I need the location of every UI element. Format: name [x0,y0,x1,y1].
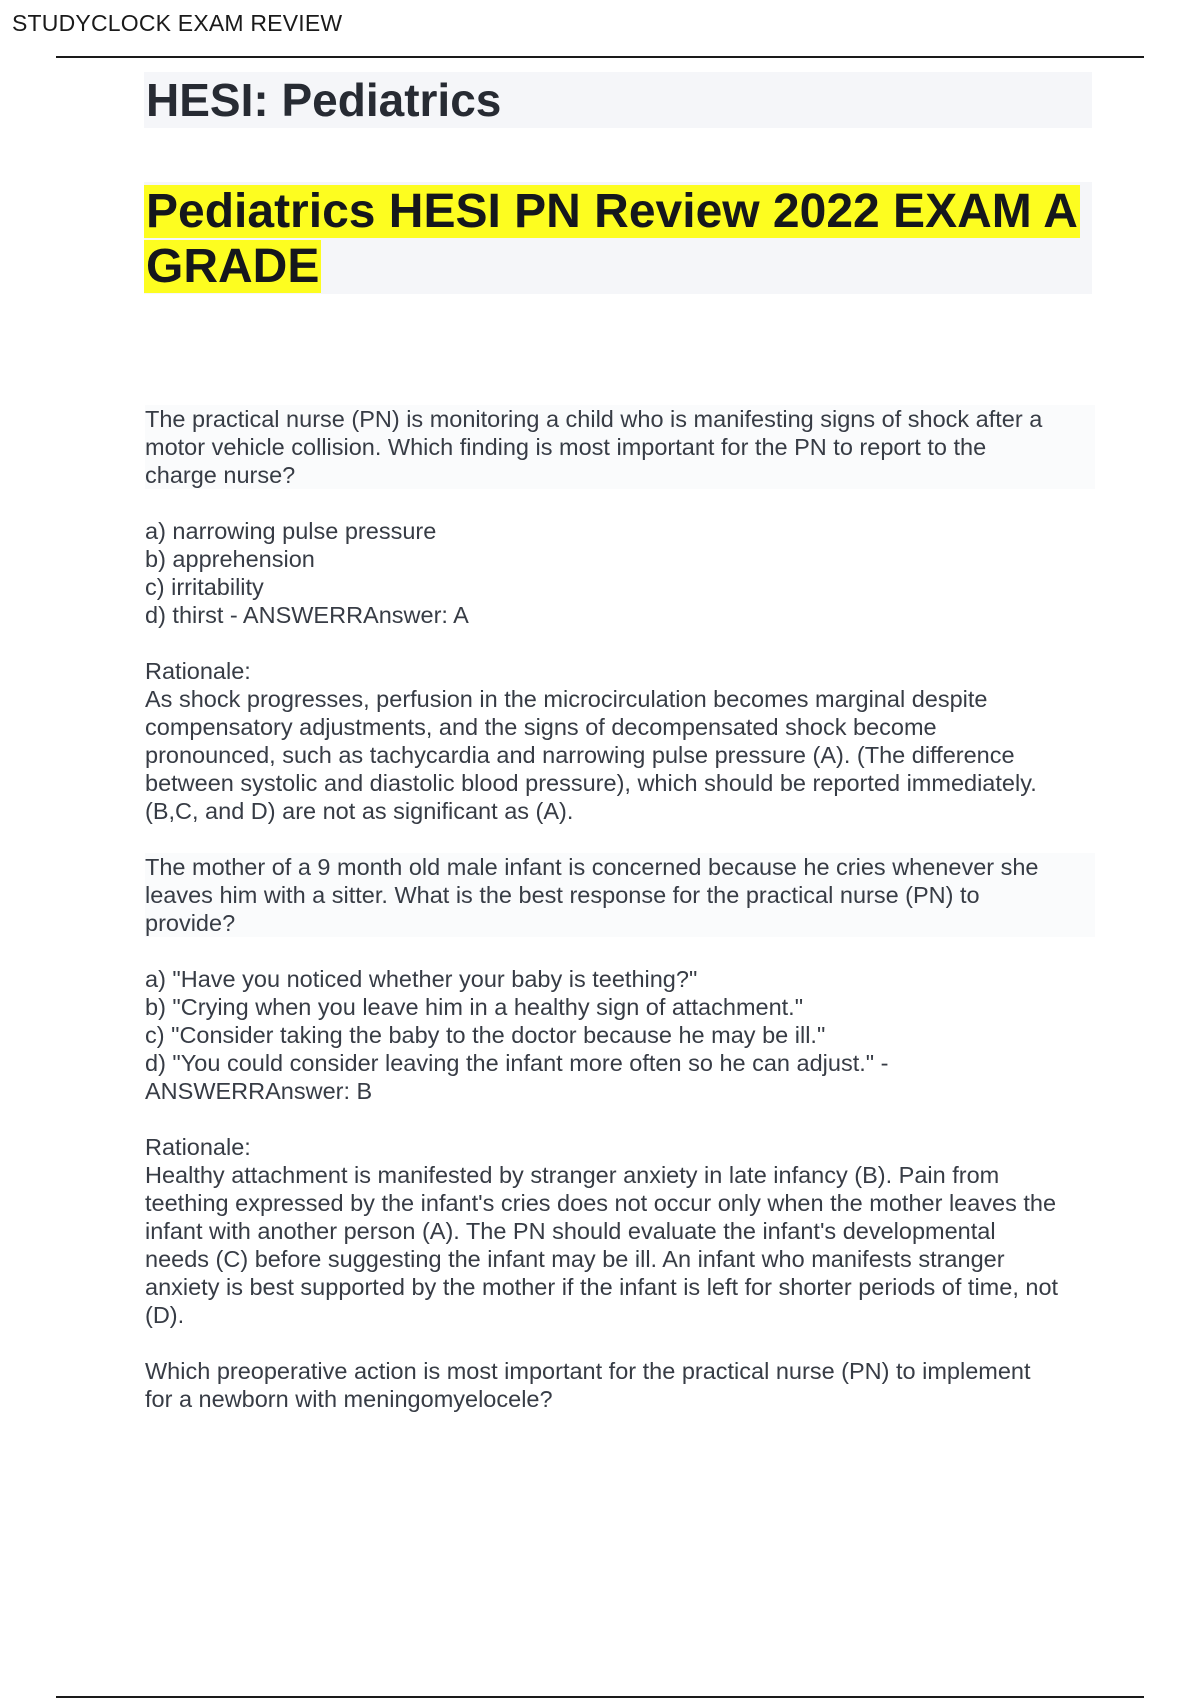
question-text: The practical nurse (PN) is monitoring a child who is manifesting signs of shock after a motor vehicle collision. Which finding is most important for the PN to report to the charge nurse? [145,405,1095,489]
document-subtitle [144,182,1092,294]
document-title: HESI: Pediatrics [144,72,1092,128]
document-subtitle-block [144,182,1092,294]
question-text: The mother of a 9 month old male infant is concerned because he cries whenever she leaves him with a sitter. What is the best response for the practical nurse (PN) to provide? [145,853,1095,937]
answer-options: a) "Have you noticed whether your baby is teething?" b) "Crying when you leave him in a healthy sign of attachment." c) "Consider taking the baby to the doctor because he may be ill." d) "You could consider leaving the infant more often so he can adjust." - ANSWERRAnswer: B [145,966,889,1104]
subtitle-highlight: Pediatrics HESI PN Review 2022 EXAM A GRADE [146,185,1078,293]
question-text: Which preoperative action is most important for the practical nurse (PN) to implement for a newborn with meningomyelocele? [145,1358,1031,1412]
document-body [145,405,1095,1441]
answer-options: a) narrowing pulse pressure b) apprehension c) irritability d) thirst - ANSWERRAnswer: A [145,518,469,628]
question-block [145,853,1095,1329]
header-divider [56,56,1144,58]
rationale-text: Rationale: As shock progresses, perfusion in the microcirculation becomes marginal despite compensatory adjustments, and the signs of decompensated shock become pronounced, such as tachycardia and narrowing pulse pressure (A). (The difference between systolic and diastolic blood pressure), which should be reported immediately. (B,C, and D) are not as significant as (A). [145,658,1037,824]
rationale-text: Rationale: Healthy attachment is manifested by stranger anxiety in late infancy (B). Pain from teething expressed by the infant's cries does not occur only when the mother leaves the infant with another person (A). The PN should evaluate the infant's developmental needs (C) before suggesting the infant may be ill. An infant who manifests stranger anxiety is best supported by the mother if the infant is left for shorter periods of time, not (D). [145,1134,1059,1328]
page-header-label: STUDYCLOCK EXAM REVIEW [12,10,343,36]
footer-divider [56,1696,1144,1698]
question-block [145,1357,1095,1413]
question-block [145,405,1095,825]
